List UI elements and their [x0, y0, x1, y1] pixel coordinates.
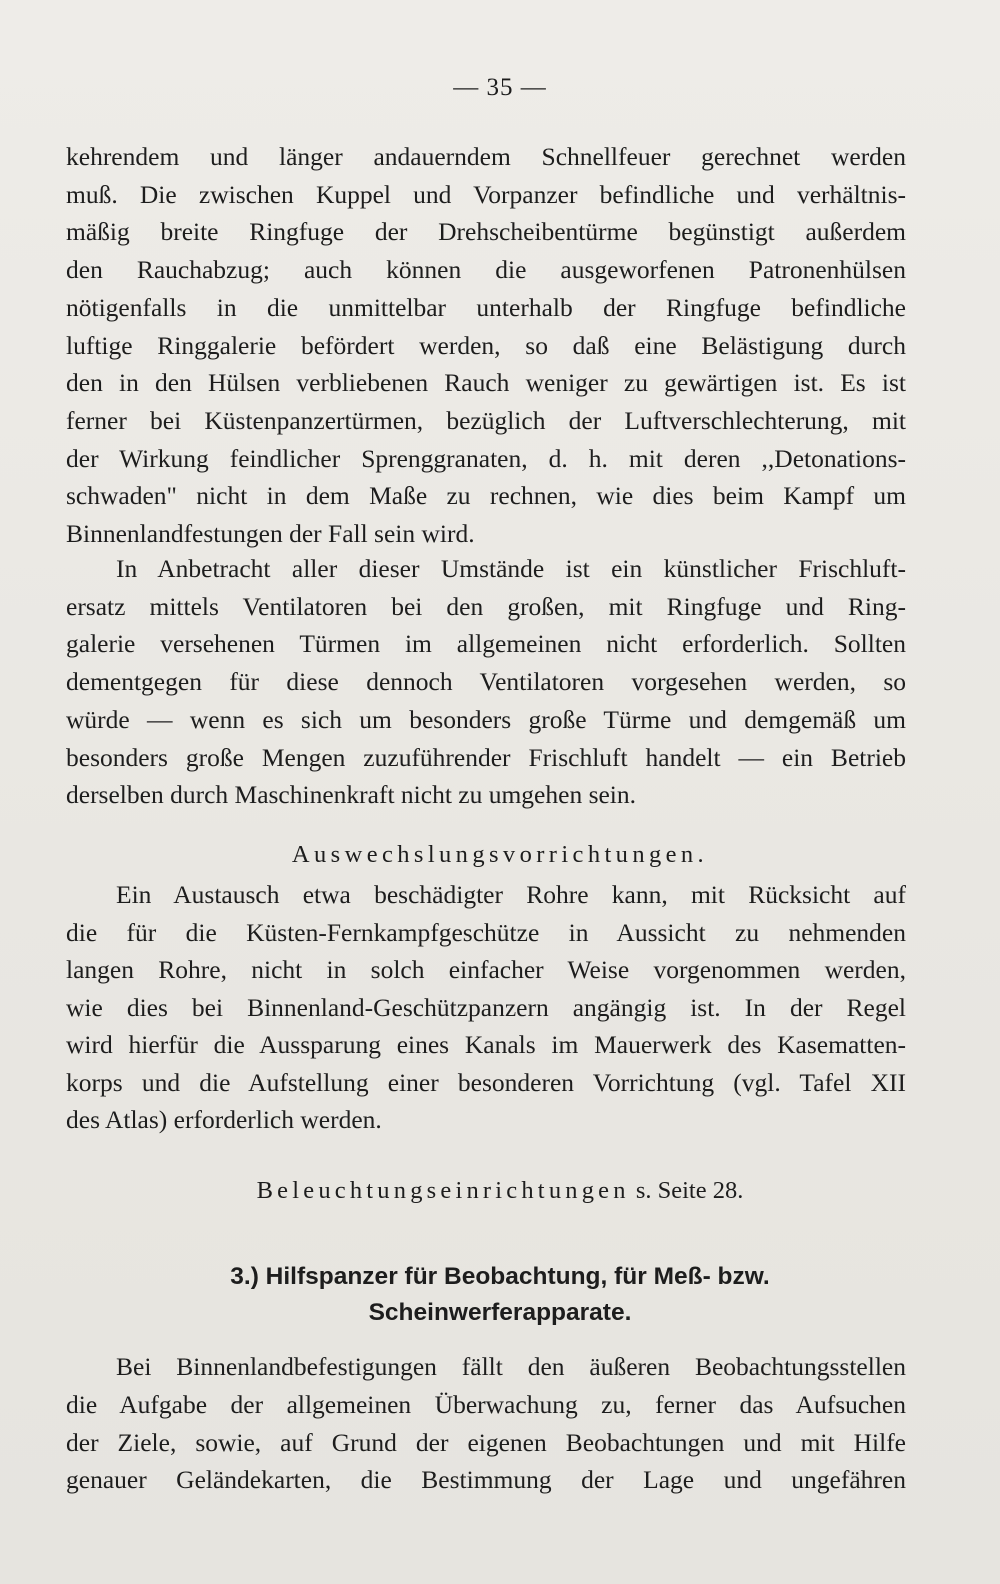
page-number: — 35 —	[453, 74, 547, 101]
text-line: besonders große Mengen zuzuführender Frischluft handelt — ein Betrieb	[66, 742, 906, 772]
text-line: nötigenfalls in die unmittelbar unterhalb der Ringfuge befindliche	[66, 292, 906, 322]
text-line: ersatz mittels Ventilatoren bei den großen, mit Ringfuge und Ring-	[66, 591, 906, 621]
text-line: luftige Ringgalerie befördert werden, so daß eine Belästigung durch	[66, 330, 906, 360]
text-line: Bei Binnenlandbefestigungen fällt den äußeren Beobachtungsstellen	[116, 1352, 906, 1381]
text-line: genauer Geländekarten, die Bestimmung der Lage und ungefähren	[66, 1465, 906, 1495]
section-heading-hilfspanzer: 3.) Hilfspanzer für Beobachtung, für Meß- bzw.	[230, 1263, 770, 1290]
paragraph-barrel-exchange	[66, 876, 906, 1139]
text-line: den in den Hülsen verbliebenen Rauch weniger zu gewärtigen ist. Es ist	[66, 368, 906, 398]
text-line: galerie versehenen Türmen im allgemeinen nicht erforderlich. Sollten	[66, 629, 906, 659]
text-line: wird hierfür die Aussparung eines Kanals im Mauerwerk des Kasematten-	[66, 1030, 906, 1059]
section-heading-hilfspanzer-continued: Scheinwerferapparate.	[368, 1299, 632, 1326]
text-line: korps und die Aufstellung einer besonderen Vorrichtung (vgl. Tafel XII	[66, 1067, 906, 1097]
heading-beleuchtungseinrichtungen	[0, 1173, 1000, 1209]
text-line: derselben durch Maschinenkraft nicht zu umgehen sein.	[66, 780, 637, 810]
text-line: die Aufgabe der allgemeinen Überwachung zu, ferner das Aufsuchen	[66, 1389, 906, 1419]
text-line: des Atlas) erforderlich werden.	[66, 1105, 382, 1134]
text-line: ferner bei Küstenpanzertürmen, bezüglich der Luftverschlechterung, mit	[66, 405, 906, 435]
heading-beleuchtung-reference: s. Seite 28.	[629, 1177, 744, 1204]
text-line: der Wirkung feindlicher Sprenggranaten, d. h. mit deren ,,Detonations-	[66, 443, 906, 473]
text-line: schwaden" nicht in dem Maße zu rechnen, wie dies beim Kampf um	[66, 481, 906, 511]
text-line: den Rauchabzug; auch können die ausgeworfenen Patronenhülsen	[66, 255, 906, 285]
text-line: langen Rohre, nicht in solch einfacher Weise vorgenommen werden,	[66, 955, 906, 984]
text-line: Ein Austausch etwa beschädigter Rohre kann, mit Rücksicht auf	[116, 880, 906, 909]
text-line: die für die Küsten-Fernkampfgeschütze in Aussicht zu nehmenden	[66, 917, 906, 947]
paragraph-fresh-air	[66, 550, 906, 814]
text-line: mäßig breite Ringfuge der Drehscheibentürme begünstigt außerdem	[66, 217, 906, 247]
paragraph-ventilation-continued	[66, 138, 906, 553]
text-line: wie dies bei Binnenland-Geschützpanzern angängig ist. In der Regel	[66, 992, 906, 1022]
text-line: würde — wenn es sich um besonders große Türme und demgemäß um	[66, 704, 906, 734]
text-line: kehrendem und länger andauerndem Schnellfeuer gerechnet werden	[66, 142, 906, 171]
heading-beleuchtung-title: Beleuchtungseinrichtungen	[256, 1177, 630, 1204]
text-line: Binnenlandfestungen der Fall sein wird.	[66, 519, 475, 549]
heading-auswechslungsvorrichtungen: Auswechslungsvorrichtungen.	[291, 841, 709, 868]
text-line: dementgegen für diese dennoch Ventilatoren vorgesehen werden, so	[66, 667, 906, 697]
text-line: In Anbetracht aller dieser Umstände ist ein künstlicher Frischluft-	[116, 554, 906, 583]
paragraph-observation	[66, 1348, 906, 1499]
text-line: muß. Die zwischen Kuppel und Vorpanzer befindliche und verhältnis-	[66, 179, 906, 209]
text-line: der Ziele, sowie, auf Grund der eigenen Beobachtungen und mit Hilfe	[66, 1427, 906, 1457]
